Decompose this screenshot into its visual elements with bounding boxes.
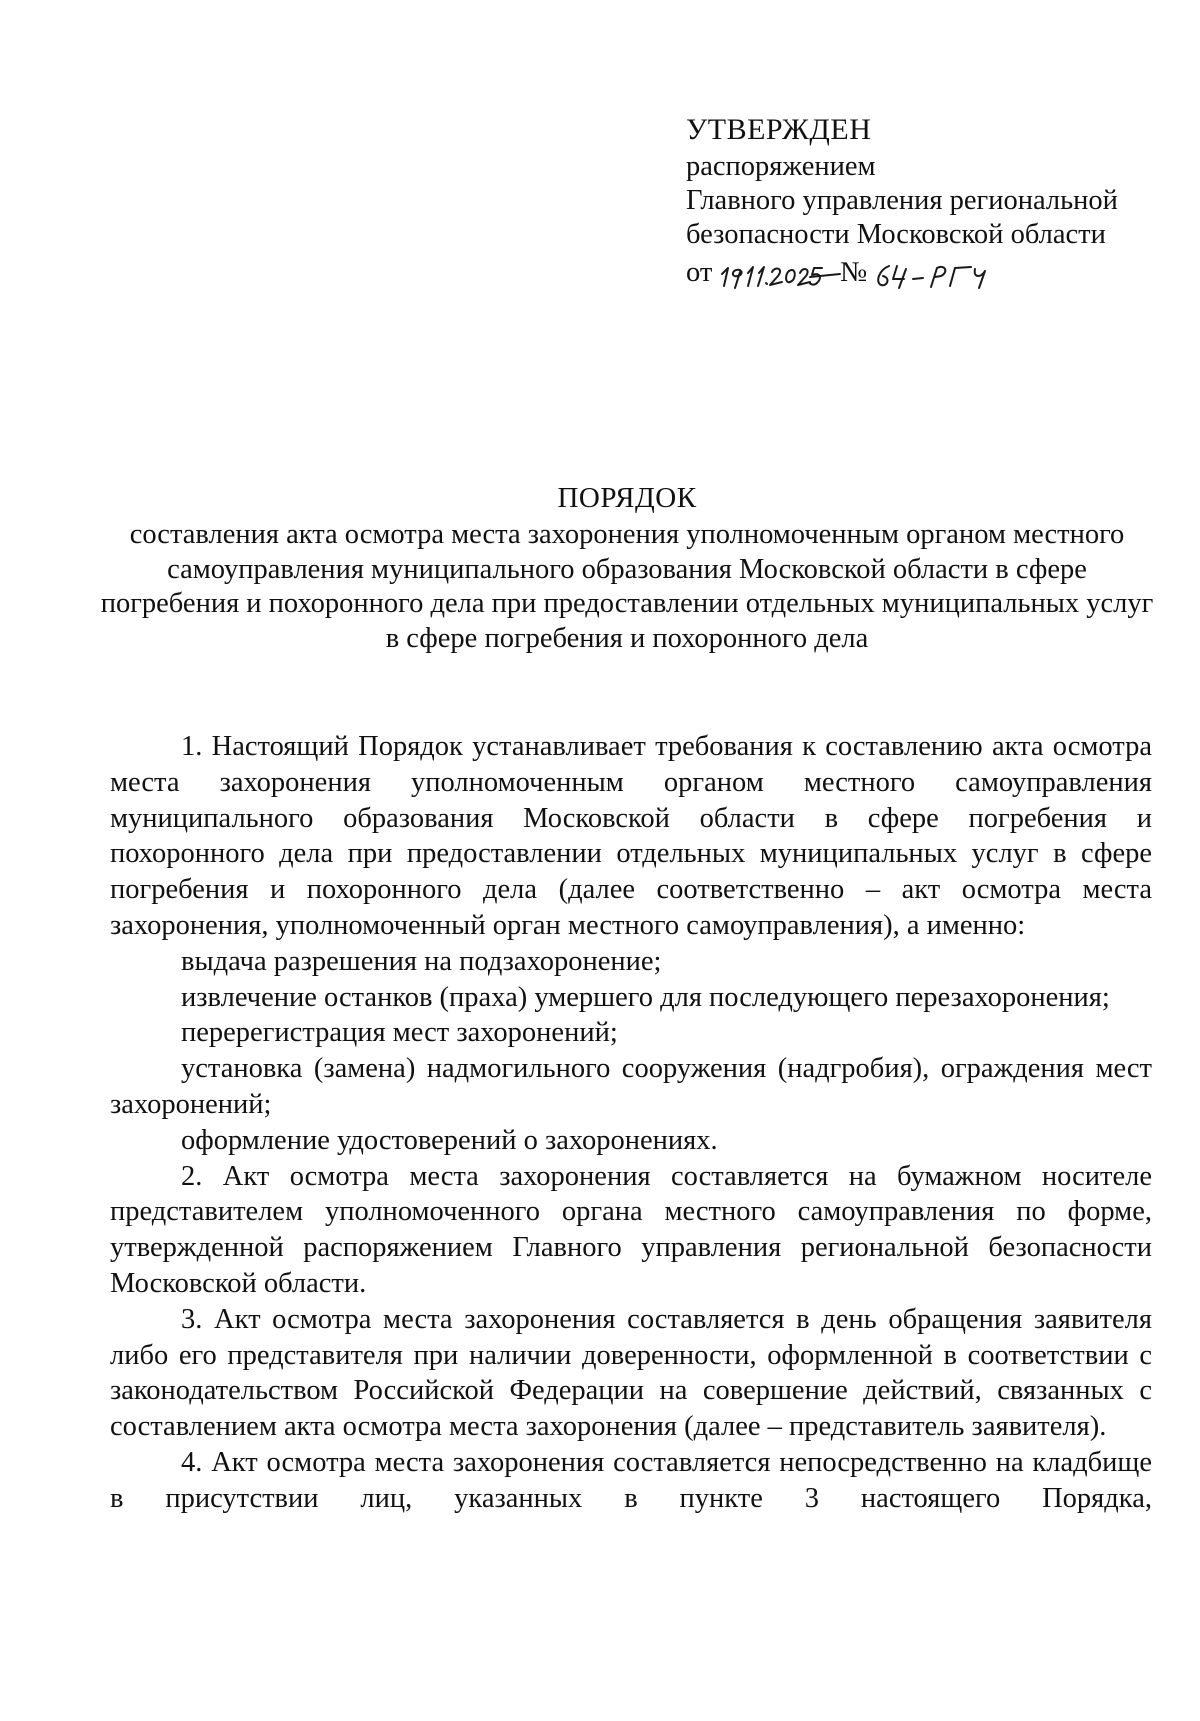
paragraph-4: 4. Акт осмотра места захоронения составляется непосредственно на кладбище в присутствии лиц, указанных в пункте 3 настоящего Порядка, bbox=[110, 1446, 1152, 1514]
paragraph-3: 3. Акт осмотра места захоронения составляется в день обращения заявителя либо его представителя при наличии доверенности, оформленной в соответствии с законодательством Российской Федерации на совершение действий, связанных с составлением акта осмотра места захоронения (далее – представитель заявителя). bbox=[110, 1303, 1152, 1443]
list-item-tombstone: установка (замена) надмогильного сооружения (надгробия), ограждения мест захоронений; bbox=[110, 1053, 1152, 1120]
approval-date-line bbox=[686, 252, 1166, 292]
paragraph-1: 1. Настоящий Порядок устанавливает требования к составлению акта осмотра места захоронения уполномоченным органом местного самоуправления муниципального образования Московской области в сфере погребения и похоронного дела при предоставлении отдельных муниципальных услуг в сфере погребения и похоронного дела (далее соответственно – акт осмотра места захоронения, уполномоченный орган местного самоуправления), а именно: bbox=[110, 731, 1152, 941]
approval-line-region: безопасности Московской области bbox=[686, 219, 1106, 250]
approval-stamp bbox=[686, 110, 1166, 292]
document-title: ПОРЯДОК bbox=[557, 482, 697, 514]
paragraph-2: 2. Акт осмотра места захоронения составляется на бумажном носителе представителем уполномоченного органа местного самоуправления по форме, утвержденной распоряжением Главного управления региональной безопасности Московской области. bbox=[110, 1160, 1152, 1299]
document-subtitle: составления акта осмотра места захоронения уполномоченным органом местного самоуправления муниципального образования Московской области в сфере погребения и похоронного дела при предоставлении отдельных муниципальных услуг в сфере погребения и похоронного дела bbox=[100, 519, 1154, 654]
list-item-remains-extraction: извлечение останков (праха) умершего для последующего перезахоронения; bbox=[181, 981, 1110, 1013]
approved-label: УТВЕРЖДЕН bbox=[686, 113, 872, 146]
document-body bbox=[110, 729, 1152, 1517]
approval-line-order: распоряжением bbox=[686, 151, 876, 182]
number-sign: № bbox=[840, 257, 868, 288]
list-item-reregistration: перерегистрация мест захоронений; bbox=[181, 1017, 618, 1049]
handwritten-number bbox=[871, 252, 991, 292]
document-heading bbox=[100, 478, 1154, 656]
date-prefix: от bbox=[686, 257, 713, 288]
handwritten-date bbox=[718, 252, 842, 292]
list-item-certificates: оформление удостоверений о захоронениях. bbox=[181, 1124, 718, 1156]
list-item-reburial-permit: выдача разрешения на подзахоронение; bbox=[181, 945, 662, 977]
approval-line-authority: Главного управления региональной bbox=[686, 185, 1118, 216]
